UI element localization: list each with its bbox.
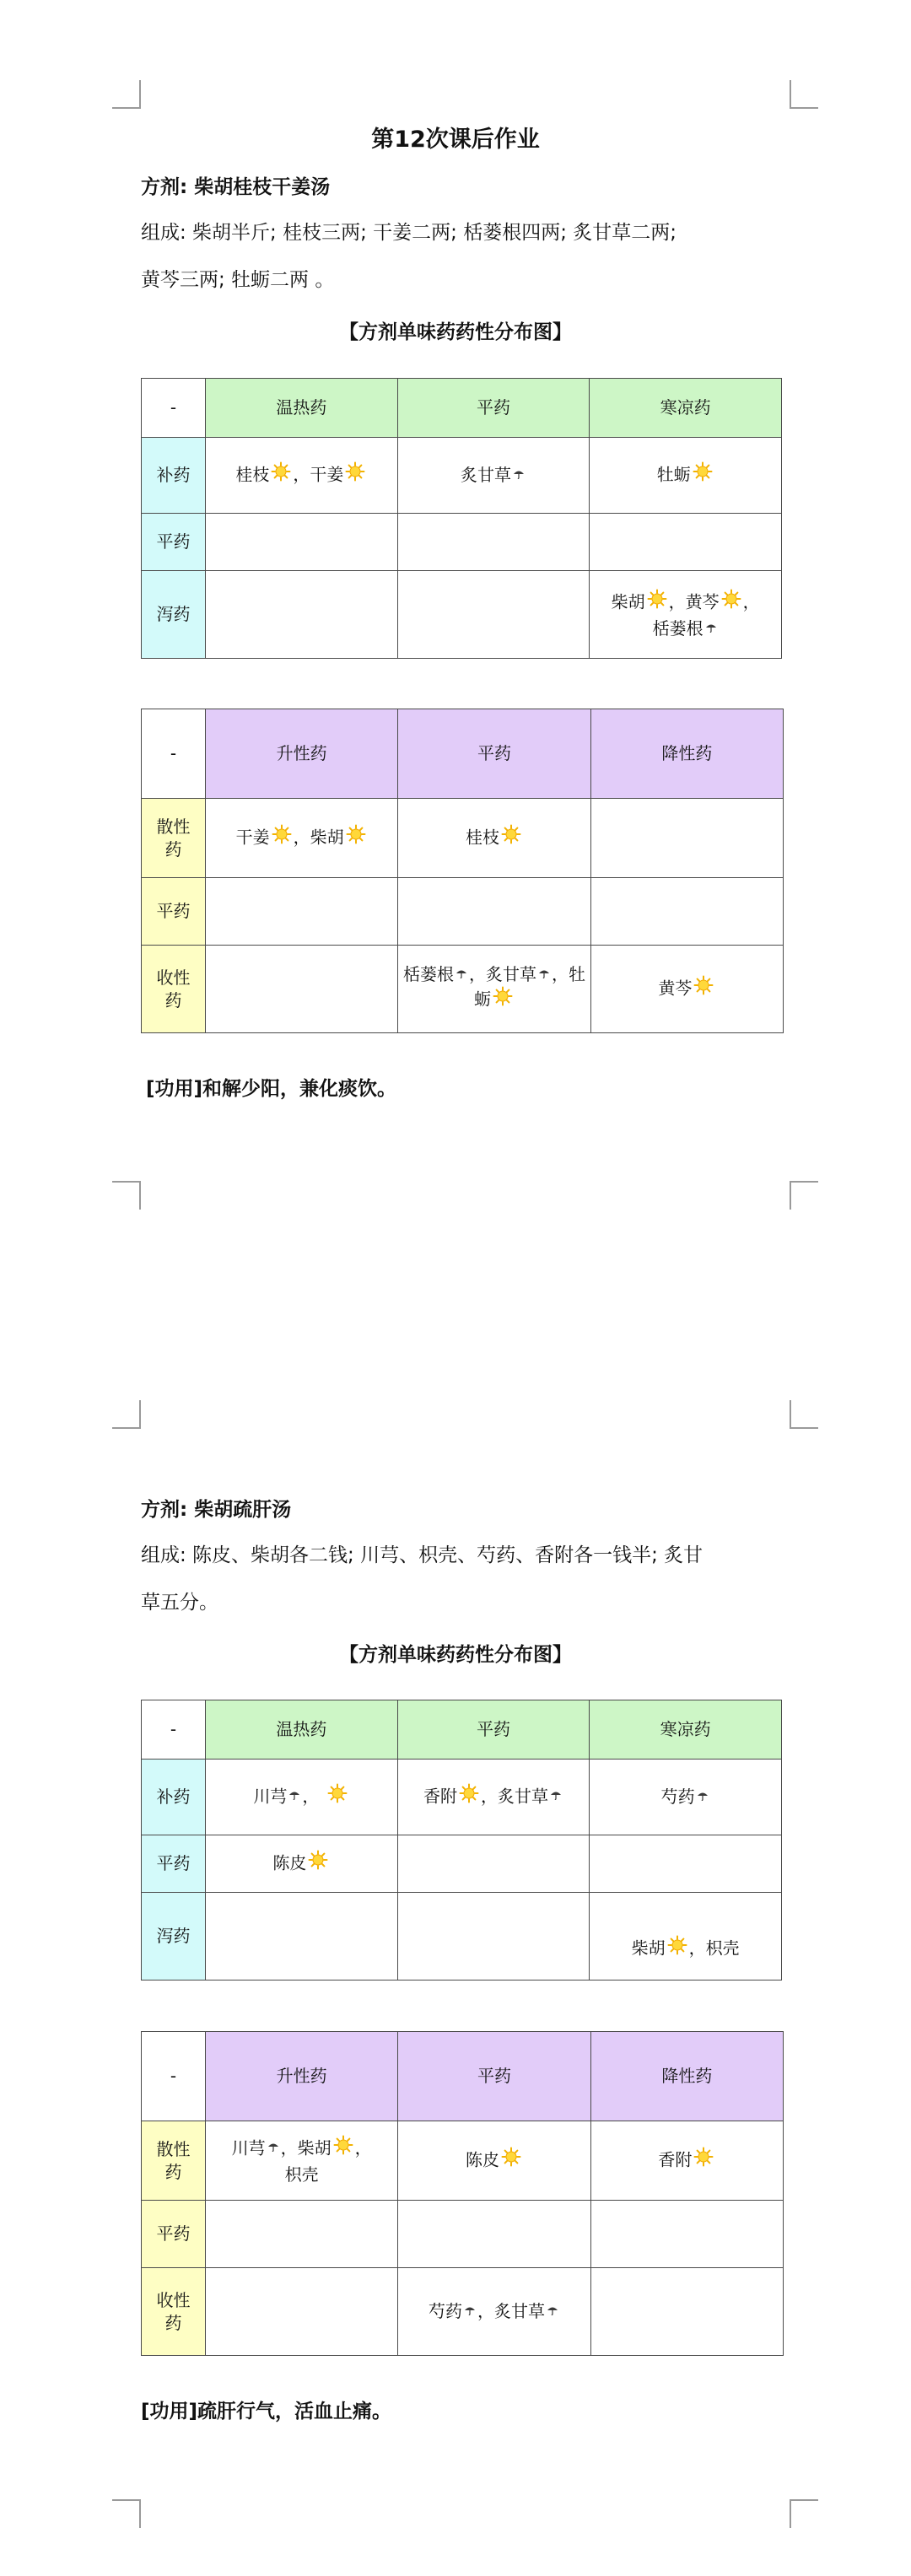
formula-name: 柴胡桂枝干姜汤 [194, 176, 331, 198]
sun-icon [346, 824, 366, 844]
crop-mark [112, 80, 141, 109]
property-table-temperature [141, 1700, 782, 1981]
separator: ， [688, 1937, 706, 1958]
umbrella-icon [697, 1791, 709, 1801]
umbrella-icon [538, 968, 550, 978]
table-cell [206, 514, 398, 571]
column-header: 升性药 [206, 709, 398, 799]
column-header: 平药 [397, 1700, 590, 1760]
sun-icon [345, 461, 365, 482]
sun-icon [272, 824, 292, 844]
row-header: 散性药 [142, 799, 206, 878]
herb-name: 干姜 [310, 464, 344, 484]
row-header: 补药 [142, 438, 206, 514]
column-header: 平药 [398, 709, 590, 799]
herb-name: 炙甘草 [460, 465, 511, 485]
herb-name: 栝蒌根 [652, 618, 703, 639]
separator: ， [354, 2137, 372, 2158]
sun-icon [647, 589, 667, 609]
table-cell [206, 571, 398, 659]
herb-name: 芍药 [428, 2301, 462, 2321]
table-cell [398, 2121, 590, 2201]
sun-icon [308, 1850, 328, 1870]
herb-name: 炙甘草 [485, 964, 536, 984]
chart-title: 【方剂单味药药性分布图】 [339, 321, 572, 343]
property-table-temperature [141, 378, 782, 659]
function-statement: [功用]疏肝行气，活血止痛。 [141, 2401, 392, 2422]
table-cell [590, 946, 783, 1033]
herb-name: 干姜 [235, 827, 270, 847]
table-cell [206, 2201, 398, 2268]
formula-name: 柴胡疏肝汤 [194, 1499, 292, 1521]
herb-name: 牡蛎 [473, 964, 585, 1010]
chart-title: 【方剂单味药药性分布图】 [339, 1644, 572, 1666]
herb-name: 黄芩 [685, 591, 720, 612]
herb-name: 柴胡 [611, 591, 645, 612]
separator: ， [742, 591, 760, 612]
table-cell [398, 878, 590, 946]
table-cell [398, 2201, 590, 2268]
column-header: 平药 [398, 2032, 590, 2121]
crop-mark [112, 1400, 141, 1429]
formula-label: 方剂: [141, 176, 188, 198]
table-cell [206, 1835, 398, 1893]
formula-heading [141, 171, 330, 199]
row-header: 泻药 [142, 1893, 206, 1981]
table-cell [590, 2121, 783, 2201]
composition-line: 组成: 柴胡半斤; 桂枝三两; 干姜二两; 栝蒌根四两; 炙甘草二两; [141, 222, 677, 244]
crop-mark [790, 2499, 818, 2528]
herb-name: 栝蒌根 [402, 964, 454, 984]
separator: ， [668, 591, 686, 612]
crop-mark [112, 1181, 141, 1210]
herb-name: 黄芩 [658, 978, 693, 998]
sun-icon [501, 2147, 521, 2167]
column-header: 温热药 [206, 379, 398, 438]
property-table-direction [141, 709, 784, 1033]
separator: ， [280, 2137, 298, 2158]
umbrella-icon [288, 1790, 300, 1800]
sun-icon [271, 461, 291, 482]
sun-icon [333, 2135, 353, 2155]
table-cell [206, 799, 398, 878]
row-header: 收性药 [142, 946, 206, 1033]
table-corner: - [142, 379, 206, 438]
crop-mark [790, 80, 818, 109]
sun-icon [327, 1783, 348, 1803]
table-cell [397, 438, 590, 514]
table-cell [206, 1760, 398, 1835]
separator: ， [480, 1786, 498, 1806]
page-title: 第12次课后作业 [371, 127, 540, 153]
herb-name: 柴胡 [631, 1937, 666, 1958]
table-corner: - [142, 1700, 206, 1760]
table-cell [397, 571, 590, 659]
sun-icon [501, 824, 521, 844]
column-header: 升性药 [206, 2032, 398, 2121]
crop-mark [112, 2499, 141, 2528]
table-cell [398, 2268, 590, 2356]
herb-name: 香附 [423, 1786, 457, 1806]
table-cell [397, 1835, 590, 1893]
table-cell [590, 514, 782, 571]
herb-name: 炙甘草 [497, 1786, 548, 1806]
table-cell [590, 438, 782, 514]
herb-name: 陈皮 [272, 1852, 307, 1873]
formula-label: 方剂: [141, 1499, 188, 1521]
column-header: 温热药 [206, 1700, 398, 1760]
table-cell [398, 799, 590, 878]
table-cell [206, 1893, 398, 1981]
herb-name: 牡蛎 [656, 464, 691, 484]
sun-icon [693, 2147, 714, 2167]
sun-icon [493, 986, 513, 1006]
row-header: 散性药 [142, 2121, 206, 2201]
table-cell [397, 1893, 590, 1981]
umbrella-icon [513, 469, 525, 479]
table-cell [397, 1760, 590, 1835]
herb-name: 川芎 [253, 1786, 288, 1806]
table-cell [590, 1760, 782, 1835]
row-header: 收性药 [142, 2268, 206, 2356]
umbrella-icon [464, 2305, 476, 2315]
composition [141, 209, 782, 304]
row-header: 平药 [142, 2201, 206, 2268]
table-cell [206, 2121, 398, 2201]
composition-line: 组成: 陈皮、柴胡各二钱; 川芎、枳壳、芍药、香附各一钱半; 炙甘 [141, 1544, 703, 1566]
composition [141, 1532, 782, 1626]
crop-mark [790, 1181, 818, 1210]
umbrella-icon [550, 1790, 562, 1800]
herb-name: 柴胡 [297, 2137, 332, 2158]
separator: ， [293, 827, 310, 847]
table-cell [590, 2268, 783, 2356]
sun-icon [667, 1935, 687, 1955]
table-cell [206, 946, 398, 1033]
separator: ， [468, 964, 486, 984]
table-cell [206, 438, 398, 514]
table-cell [590, 1835, 782, 1893]
table-corner: - [142, 2032, 206, 2121]
crop-mark [790, 1400, 818, 1429]
separator: ， [302, 1786, 320, 1806]
umbrella-icon [547, 2305, 558, 2315]
sun-icon [459, 1783, 479, 1803]
row-header: 平药 [142, 1835, 206, 1893]
column-header: 降性药 [590, 2032, 783, 2121]
column-header: 寒凉药 [590, 1700, 782, 1760]
table-cell [590, 2201, 783, 2268]
umbrella-icon [705, 622, 717, 633]
table-cell [206, 2268, 398, 2356]
function-statement: [功用]和解少阳，兼化痰饮。 [146, 1078, 397, 1100]
separator: ， [293, 464, 310, 484]
table-cell [590, 571, 782, 659]
row-header: 平药 [142, 878, 206, 946]
herb-name: 炙甘草 [493, 2301, 545, 2321]
herb-name: 柴胡 [310, 827, 344, 847]
herb-name: 桂枝 [235, 464, 270, 484]
table-corner: - [142, 709, 206, 799]
herb-name: 川芎 [231, 2137, 266, 2158]
table-cell [206, 878, 398, 946]
separator: ， [551, 964, 569, 984]
formula-heading [141, 1494, 291, 1522]
table-cell [590, 1893, 782, 1981]
column-header: 平药 [397, 379, 590, 438]
herb-name: 香附 [658, 2149, 693, 2169]
sun-icon [693, 975, 714, 995]
separator: ， [477, 2301, 494, 2321]
column-header: 寒凉药 [590, 379, 782, 438]
herb-name: 枳壳 [284, 2164, 319, 2185]
umbrella-icon [267, 2142, 279, 2152]
sun-icon [693, 461, 713, 482]
herb-name: 桂枝 [465, 827, 499, 847]
row-header: 平药 [142, 514, 206, 571]
table-cell [590, 799, 783, 878]
row-header: 补药 [142, 1760, 206, 1835]
herb-name: 陈皮 [465, 2149, 499, 2169]
composition-line: 黄芩三两; 牡蛎二两 。 [141, 269, 335, 291]
composition-line: 草五分。 [141, 1592, 218, 1614]
umbrella-icon [456, 968, 467, 978]
table-cell [398, 946, 590, 1033]
column-header: 降性药 [590, 709, 783, 799]
herb-name: 枳壳 [705, 1937, 740, 1958]
row-header: 泻药 [142, 571, 206, 659]
table-cell [397, 514, 590, 571]
property-table-direction [141, 2031, 784, 2356]
sun-icon [721, 589, 741, 609]
table-cell [590, 878, 783, 946]
herb-name: 芍药 [660, 1786, 695, 1807]
